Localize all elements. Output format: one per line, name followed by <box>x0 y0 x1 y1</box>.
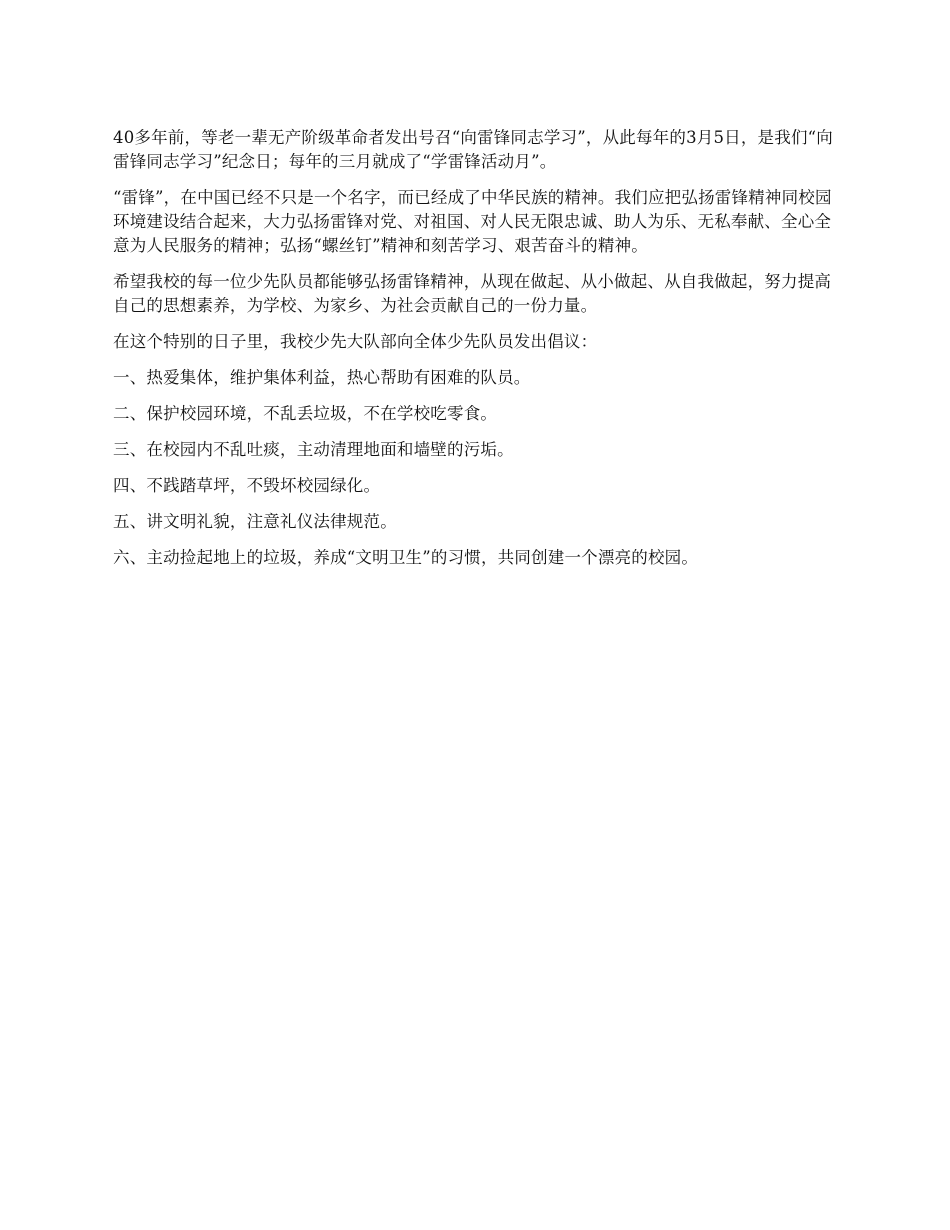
proposal-item-4: 四、不践踏草坪，不毁坏校园绿化。 <box>113 476 381 495</box>
proposal-item-2: 二、保护校园环境，不乱丢垃圾，不在学校吃零食。 <box>113 404 498 423</box>
paragraph-proposal-lead: 在这个特别的日子里，我校少先大队部向全体少先队员发出倡议： <box>113 332 598 351</box>
proposal-item-5: 五、讲文明礼貌，注意礼仪法律规范。 <box>113 512 397 531</box>
paragraph-intro: 40多年前，等老一辈无产阶级革命者发出号召“向雷锋同志学习”，从此每年的3月5日，是我们“向雷锋同志学习”纪念日；每年的三月就成了“学雷锋活动月”。 <box>113 128 833 171</box>
proposal-item-6: 六、主动捡起地上的垃圾，养成“文明卫生”的习惯，共同创建一个漂亮的校园。 <box>113 548 699 567</box>
proposal-item-1: 一、热爱集体，维护集体利益，热心帮助有困难的队员。 <box>113 368 531 387</box>
proposal-item-3: 三、在校园内不乱吐痰，主动清理地面和墙壁的污垢。 <box>113 440 514 459</box>
paragraph-leifeng-spirit: “雷锋”，在中国已经不只是一个名字，而已经成了中华民族的精神。我们应把弘扬雷锋精神同校园环境建设结合起来，大力弘扬雷锋对党、对祖国、对人民无限忠诚、助人为乐、无私奉献、全心全意为人民服务的精神；弘扬“螺丝钉”精神和刻苦学习、艰苦奋斗的精神。 <box>113 188 832 255</box>
paragraph-hope: 希望我校的每一位少先队员都能够弘扬雷锋精神，从现在做起、从小做起、从自我做起，努力提高自己的思想素养，为学校、为家乡、为社会贡献自己的一份力量。 <box>113 272 832 315</box>
